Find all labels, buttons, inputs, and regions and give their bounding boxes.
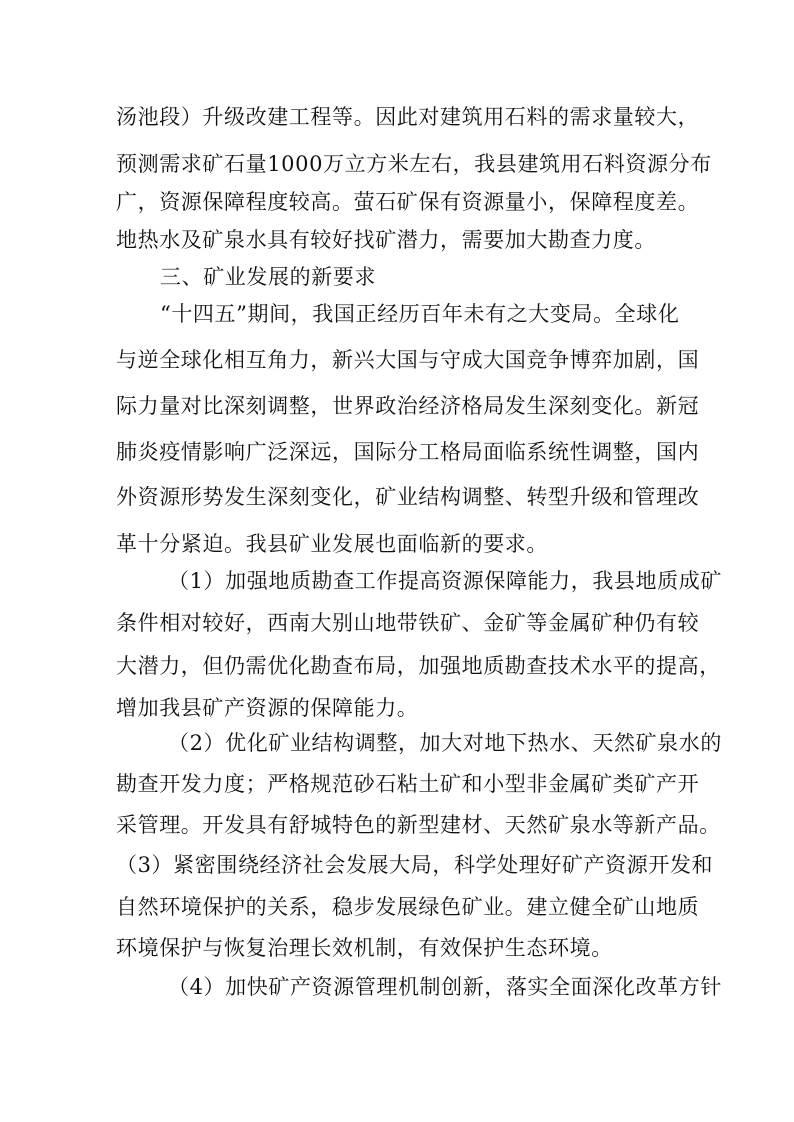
paragraph-line: “十四五”期间，我国正经历百年未有之大变局。全球化 bbox=[160, 302, 680, 326]
paragraph-line: 大潜力，但仍需优化勘查布局，加强地质勘查技术水平的提高， bbox=[116, 654, 721, 678]
paragraph-line: 环境保护与恢复治理长效机制，有效保护生态环境。 bbox=[116, 936, 613, 960]
paragraph-line: 地热水及矿泉水具有较好找矿潜力，需要加大勘查力度。 bbox=[116, 228, 656, 252]
paragraph-line: 自然环境保护的关系，稳步发展绿色矿业。建立健全矿山地质 bbox=[116, 895, 700, 919]
section-heading: 三、矿业发展的新要求 bbox=[160, 265, 376, 289]
paragraph-line: 外资源形势发生深刻变化，矿业结构调整、转型升级和管理改 bbox=[116, 485, 700, 509]
paragraph-line: 增加我县矿产资源的保障能力。 bbox=[116, 696, 419, 720]
paragraph-line: 勘查开发力度；严格规范砂石粘土矿和小型非金属矿类矿产开 bbox=[116, 772, 700, 796]
paragraph-line: 预测需求矿石量1000万立方米左右，我县建筑用石料资源分布 bbox=[116, 152, 712, 176]
paragraph-line: （3）紧密围绕经济社会发展大局，科学处理好矿产资源开发和 bbox=[116, 853, 714, 877]
paragraph-line: 与逆全球化相互角力，新兴大国与守成大国竞争博弈加剧，国 bbox=[116, 348, 700, 372]
paragraph-line: 条件相对较好，西南大别山地带铁矿、金矿等金属矿种仍有较 bbox=[116, 611, 700, 635]
paragraph-line: （4）加快矿产资源管理机制创新，落实全面深化改革方针 bbox=[168, 975, 722, 999]
paragraph-line: （1）加强地质勘查工作提高资源保障能力，我县地质成矿 bbox=[168, 569, 722, 593]
paragraph-line: 广，资源保障程度较高。萤石矿保有资源量小，保障程度差。 bbox=[116, 190, 700, 214]
paragraph-line: 采管理。开发具有舒城特色的新型建材、天然矿泉水等新产品。 bbox=[116, 813, 721, 837]
paragraph-line: （2）优化矿业结构调整，加大对地下热水、天然矿泉水的 bbox=[168, 731, 722, 755]
paragraph-line: 际力量对比深刻调整，世界政治经济格局发生深刻变化。新冠 bbox=[116, 394, 700, 418]
paragraph-line: 汤池段）升级改建工程等。因此对建筑用石料的需求量较大， bbox=[116, 105, 700, 129]
paragraph-line: 肺炎疫情影响广泛深远，国际分工格局面临系统性调整，国内 bbox=[116, 440, 700, 464]
paragraph-line: 革十分紧迫。我县矿业发展也面临新的要求。 bbox=[116, 532, 548, 556]
